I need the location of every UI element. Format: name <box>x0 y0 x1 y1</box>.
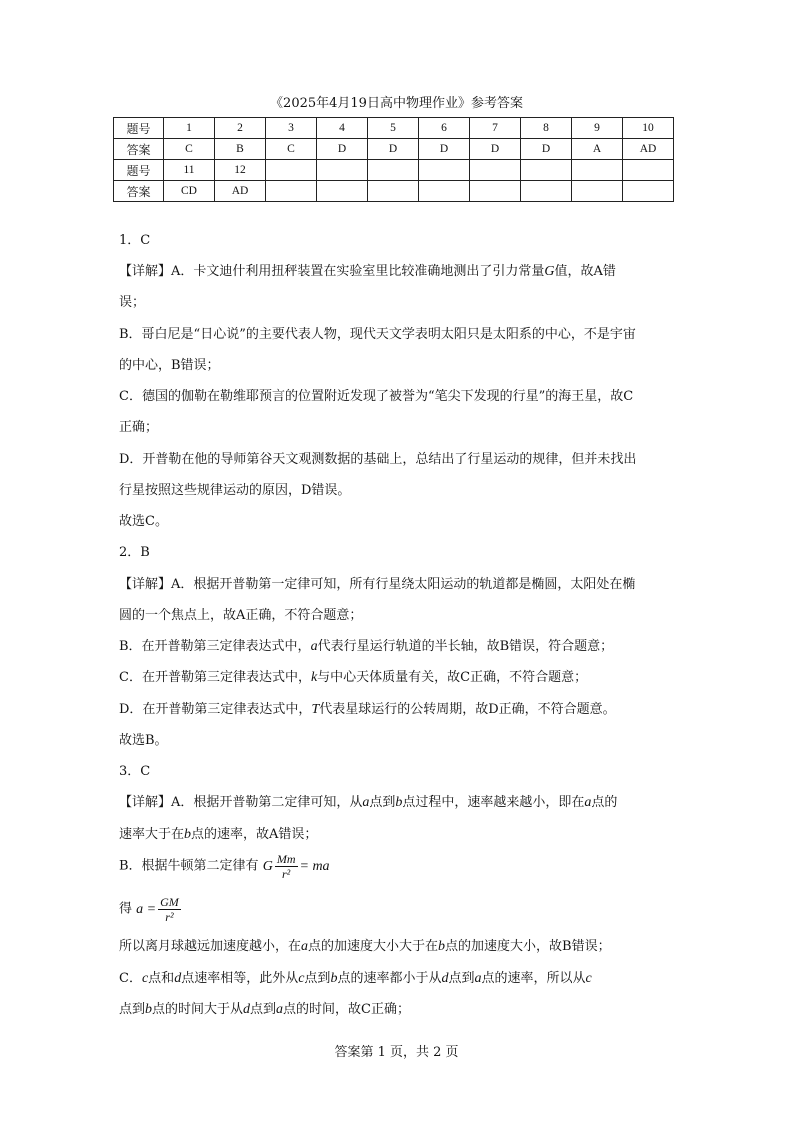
table-cell <box>521 160 572 181</box>
paragraph-line: 故选C。 <box>119 514 168 529</box>
table-cell <box>419 160 470 181</box>
table-cell: 11 <box>164 160 215 181</box>
table-cell: 3 <box>266 118 317 139</box>
table-cell: C <box>266 139 317 160</box>
document-title: 《2025年4月19日高中物理作业》参考答案 <box>270 96 523 111</box>
table-cell: B <box>215 139 266 160</box>
table-cell <box>368 181 419 202</box>
paragraph-line: D．开普勒在他的导师第谷天文观测数据的基础上，总结出了行星运动的规律，但并未找出 <box>119 452 637 467</box>
table-cell <box>266 160 317 181</box>
table-cell <box>572 181 623 202</box>
paragraph-line: 【详解】A．根据开普勒第一定律可知，所有行星绕太阳运动的轨道都是椭圆，太阳处在椭 <box>119 577 636 592</box>
paragraph-line: 所以离月球越远加速度越小，在a点的加速度大小大于在b点的加速度大小，故B错误； <box>119 939 611 954</box>
table-row <box>114 139 674 160</box>
answer-table <box>113 117 674 202</box>
table-header-cell: 答案 <box>114 181 164 202</box>
paragraph-line: C．德国的伽勒在勒维耶预言的位置附近发现了被誉为“笔尖下发现的行星”的海王星，故C <box>119 389 634 404</box>
table-row <box>114 160 674 181</box>
paragraph-line: 行星按照这些规律运动的原因，D错误。 <box>119 483 351 498</box>
paragraph-line: 点到b点的时间大于从d点到a点的时间，故C正确； <box>119 1002 410 1017</box>
paragraph-line: B．根据牛顿第二定律有 G $\frac{Mm}{\text{r²}}$ = ma <box>119 852 330 881</box>
table-cell: D <box>419 139 470 160</box>
table-cell: 7 <box>470 118 521 139</box>
table-cell <box>317 181 368 202</box>
paragraph-line: 【详解】A．卡文迪什利用扭秤装置在实验室里比较准确地测出了引力常量G值，故A错 <box>119 264 616 279</box>
paragraph-line: C．在开普勒第三定律表达式中，k与中心天体质量有关，故C正确，不符合题意； <box>119 670 588 685</box>
table-header-cell: 题号 <box>114 160 164 181</box>
paragraph-line: B．哥白尼是“日心说”的主要代表人物，现代天文学表明太阳只是太阳系的中心，不是宇宙 <box>119 327 636 342</box>
table-cell: 9 <box>572 118 623 139</box>
table-header-cell: 题号 <box>114 118 164 139</box>
question-3-heading: 3．C <box>119 764 151 779</box>
table-cell: 4 <box>317 118 368 139</box>
paragraph-line: 得 a = $\frac{GM}{\text{r²}}$ <box>119 895 183 924</box>
question-1-heading: 1．C <box>119 233 151 248</box>
paragraph-line: 【详解】A．根据开普勒第二定律可知，从a点到b点过程中，速率越来越小，即在a点的 <box>119 795 618 810</box>
paragraph-line: 圆的一个焦点上，故A正确，不符合题意； <box>119 608 363 623</box>
table-cell: 12 <box>215 160 266 181</box>
table-cell: D <box>317 139 368 160</box>
table-cell: AD <box>215 181 266 202</box>
formula: G $\frac{Mm}{\text{r²}}$ = ma <box>262 852 330 881</box>
table-cell <box>623 181 674 202</box>
table-cell: C <box>164 139 215 160</box>
table-cell: 6 <box>419 118 470 139</box>
table-cell: D <box>368 139 419 160</box>
paragraph-line: C．c点和d点速率相等，此外从c点到b点的速率都小于从d点到a点的速率，所以从c <box>119 971 592 986</box>
table-cell <box>470 160 521 181</box>
table-cell <box>266 181 317 202</box>
formula: a = $\frac{GM}{\text{r²}}$ <box>136 895 179 924</box>
page-footer: 答案第 1 页，共 2 页 <box>334 1045 459 1060</box>
table-row <box>114 118 674 139</box>
table-cell: 10 <box>623 118 674 139</box>
table-cell <box>470 181 521 202</box>
paragraph-line: D．在开普勒第三定律表达式中，T代表星球运行的公转周期，故D正确，不符合题意。 <box>119 702 616 717</box>
table-cell <box>572 160 623 181</box>
table-cell: CD <box>164 181 215 202</box>
table-cell <box>521 181 572 202</box>
table-cell <box>623 160 674 181</box>
table-cell: A <box>572 139 623 160</box>
paragraph-line: 的中心，B错误； <box>119 358 220 373</box>
table-cell <box>368 160 419 181</box>
paragraph-line: 误； <box>119 295 146 310</box>
table-cell: AD <box>623 139 674 160</box>
table-cell <box>317 160 368 181</box>
table-cell: 2 <box>215 118 266 139</box>
paragraph-line: B．在开普勒第三定律表达式中，a代表行星运行轨道的半长轴，故B错误，符合题意； <box>119 639 614 654</box>
question-2-heading: 2．B <box>119 545 150 560</box>
table-header-cell: 答案 <box>114 139 164 160</box>
table-cell: D <box>470 139 521 160</box>
table-cell <box>419 181 470 202</box>
paragraph-line: 故选B。 <box>119 733 168 748</box>
paragraph-line: 速率大于在b点的速率，故A错误； <box>119 827 318 842</box>
table-cell: 8 <box>521 118 572 139</box>
table-cell: 1 <box>164 118 215 139</box>
table-row <box>114 181 674 202</box>
table-cell: 5 <box>368 118 419 139</box>
paragraph-line: 正确； <box>119 420 159 435</box>
table-cell: D <box>521 139 572 160</box>
